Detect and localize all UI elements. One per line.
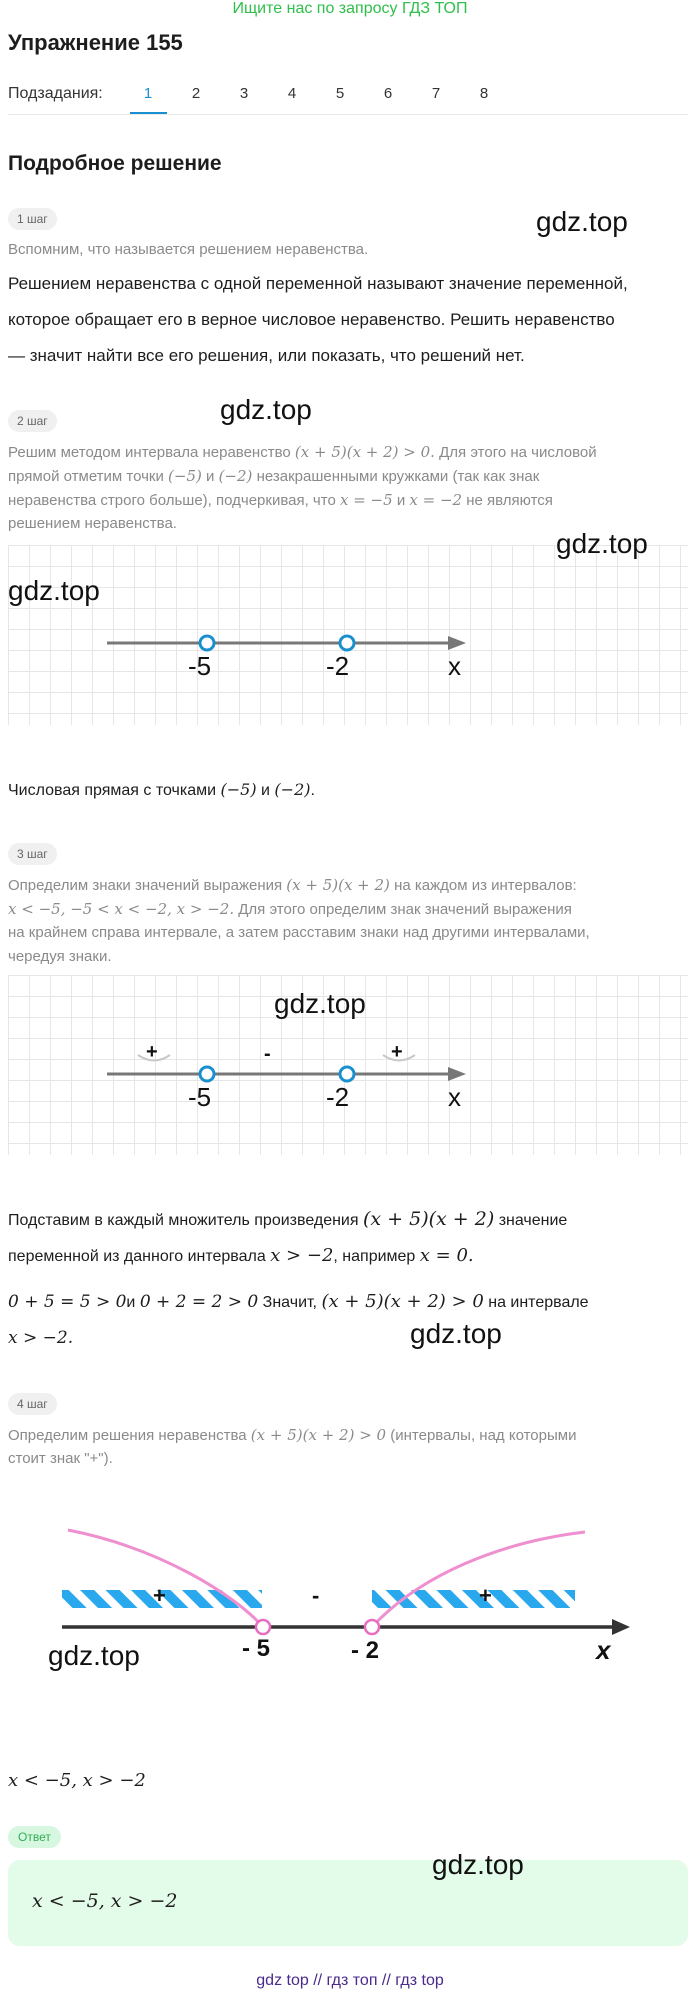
section-title: Подробное решение [8, 152, 222, 175]
step-2-line-4: решением неравенства. [8, 515, 177, 532]
answer-value: x < −5, x > −2 [32, 1890, 178, 1912]
step-1-line-1: Решением неравенства с одной переменной называют значение переменной, [8, 274, 628, 293]
calculation-line-1: 0 + 5 = 5 > 0и 0 + 2 = 2 > 0 Значит, (x + 5)(x + 2) > 0 на интервале [8, 1291, 589, 1312]
label-minus-5: -5 [188, 1082, 212, 1112]
calculation-line-2: x > −2. [8, 1328, 74, 1348]
point-minus-5 [200, 1067, 214, 1081]
point-minus-2 [340, 1067, 354, 1081]
active-tab-indicator [130, 112, 167, 114]
step-3-badge: 3 шаг [8, 843, 57, 865]
sign-minus-middle: - [264, 1043, 271, 1065]
sign-minus-middle: - [312, 1583, 320, 1608]
point-minus-5 [256, 1620, 270, 1634]
solution-result: x < −5, x > −2 [8, 1770, 146, 1791]
substitution-line-2: переменной из данного интервала x > −2, например x = 0. [8, 1245, 474, 1266]
step-1-badge: 1 шаг [8, 208, 57, 230]
watermark: gdz.top [432, 1849, 524, 1880]
label-x: x [596, 1635, 611, 1665]
watermark: gdz.top [8, 575, 100, 606]
step-3-line-4: чередуя знаки. [8, 948, 112, 965]
point-minus-2 [365, 1620, 379, 1634]
sign-curve-left [68, 1530, 263, 1627]
step-2-line-3: неравенства строго больше), подчеркивая, что x = −5 и x = −2 не являются [8, 491, 553, 509]
axis-arrow [612, 1619, 630, 1635]
subtask-tab-2[interactable]: 2 [191, 85, 201, 102]
footer-links[interactable]: gdz top // гдз топ // гдз top [256, 1972, 444, 1989]
watermark: gdz.top [536, 206, 628, 237]
label-minus-2: -2 [326, 651, 350, 681]
answer-badge: Ответ [8, 1826, 61, 1848]
step-3-line-3: на крайнем справа интервале, а затем расставим знаки над другими интервалами, [8, 924, 590, 941]
step-4-badge: 4 шаг [8, 1393, 57, 1415]
label-minus-2: -2 [326, 1082, 350, 1112]
step-3-line-2: x < −5, −5 < x < −2, x > −2. Для этого определим знак значений выражения [8, 900, 572, 918]
sign-plus-right: + [479, 1583, 492, 1608]
subtask-tab-3[interactable]: 3 [239, 85, 249, 102]
sign-plus-right: + [391, 1041, 403, 1063]
label-x: x [448, 651, 461, 681]
step-1-line-2: которое обращает его в верное числовое неравенство. Решить неравенство [8, 310, 615, 329]
label-minus-5: -5 [188, 651, 212, 681]
page-title: Упражнение 155 [8, 30, 183, 55]
point-minus-2 [340, 636, 354, 650]
label-x: x [448, 1082, 461, 1112]
axis-arrow [448, 1067, 466, 1081]
sign-curve-right [372, 1532, 585, 1627]
sign-plus-left: + [153, 1583, 166, 1608]
substitution-line-1: Подставим в каждый множитель произведения (x + 5)(x + 2) значение [8, 1208, 568, 1230]
point-minus-5 [200, 636, 214, 650]
step-2-line-1: Решим методом интервала неравенство (x + 5)(x + 2) > 0. Для этого на числовой [8, 443, 597, 461]
subtask-tab-7[interactable]: 7 [431, 85, 441, 102]
step-4-line-2: стоит знак "+"). [8, 1450, 113, 1467]
step-2-line-2: прямой отметим точки (−5) и (−2) незакрашенными кружками (так как знак [8, 467, 540, 485]
subtask-tab-8[interactable]: 8 [479, 85, 489, 102]
subtasks-label: Подзадания: [8, 85, 103, 102]
axis-arrow [448, 636, 466, 650]
step-4-line-1: Определим решения неравенства (x + 5)(x + 2) > 0 (интервалы, над которыми [8, 1426, 577, 1444]
watermark: gdz.top [410, 1318, 502, 1349]
watermark: gdz.top [274, 988, 366, 1019]
promo-banner[interactable]: Ищите нас по запросу ГДЗ ТОП [232, 0, 468, 17]
number-line-figure-1 [8, 545, 688, 725]
figure-1-caption: Числовая прямая с точками (−5) и (−2). [8, 780, 315, 799]
subtask-tab-6[interactable]: 6 [383, 85, 393, 102]
step-2-badge: 2 шаг [8, 410, 57, 432]
subtask-tab-4[interactable]: 4 [287, 85, 297, 102]
answer-box [8, 1860, 688, 1946]
step-1-intro: Вспомним, что называется решением неравенства. [8, 241, 369, 258]
watermark: gdz.top [220, 394, 312, 425]
step-1-line-3: — значит найти все его решения, или показать, что решений нет. [8, 346, 525, 365]
step-3-line-1: Определим знаки значений выражения (x + 5)(x + 2) на каждом из интервалов: [8, 876, 577, 894]
label-minus-5: - 5 [242, 1635, 271, 1662]
subtask-tab-5[interactable]: 5 [335, 85, 345, 102]
sign-plus-left: + [146, 1041, 158, 1063]
label-minus-2: - 2 [351, 1637, 380, 1664]
tabs-divider [8, 114, 688, 115]
watermark: gdz.top [556, 528, 648, 559]
watermark: gdz.top [48, 1640, 140, 1671]
subtask-tab-1[interactable]: 1 [143, 85, 153, 102]
